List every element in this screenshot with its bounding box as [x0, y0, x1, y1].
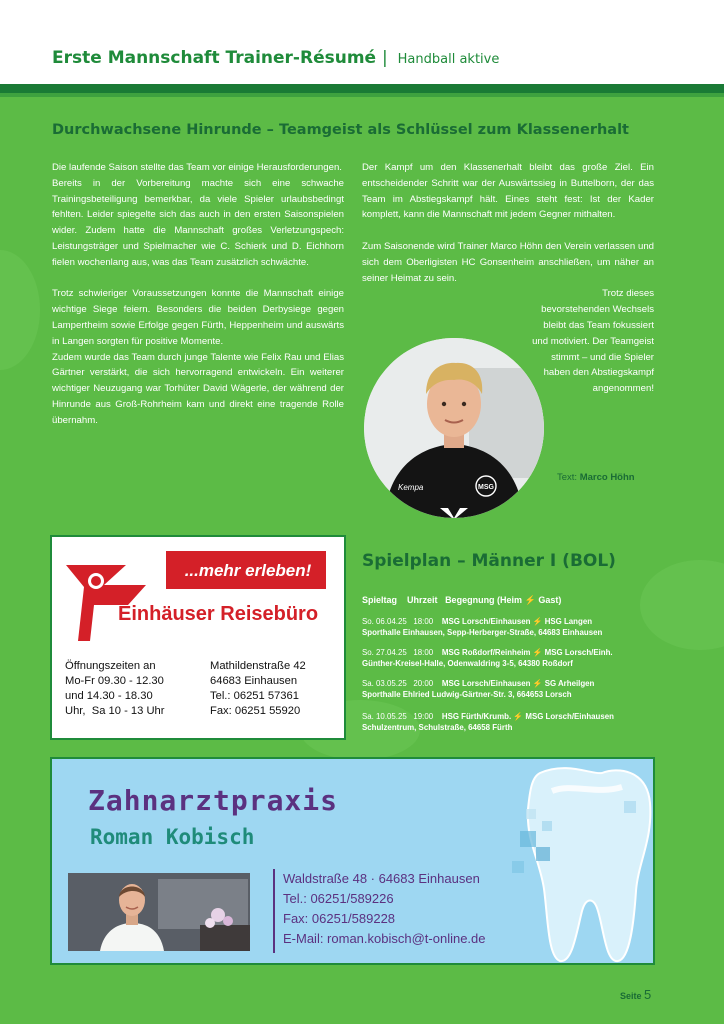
article-paragraph: Bereits in der Vorbereitung machte sich eine schwache Trainingsbeteiligung bemerkbar, da viele Spieler urlaubsbedingt fehlten. Leider spiegelte sich das auch in den ersten Saisonspielen wider. Zudem hatte die Mannschaft großes Verletzungspech: Leistungsträger und Spielmacher wie C. Schierk und D. Eichhorn fielen wochenlang aus, was das Team zusätzlich schwächte. [52, 177, 344, 268]
col-begegnung: Begegnung (Heim [445, 595, 523, 605]
header-separator: | [381, 48, 388, 68]
ad-reisebuero [50, 535, 346, 740]
game-venue: Sporthalle Ehlried Ludwig-Gärtner-Str. 3, 664653 Lorsch [362, 690, 572, 699]
zahnarzt-divider [273, 869, 275, 953]
header-subtitle: Handball aktive [397, 52, 500, 67]
game-away: HSG Langen [544, 617, 593, 626]
spielplan-row [362, 711, 614, 733]
lightning-icon: ⚡ [524, 595, 536, 605]
game-time: 18:00 [413, 617, 434, 626]
game-home: MSG Lorsch/Einhausen [441, 679, 531, 688]
zahnarzt-name: Roman Kobisch [90, 825, 255, 849]
spielplan-row [362, 616, 602, 638]
game-away: MSG Lorsch/Einh. [544, 648, 613, 657]
game-date: Sa. 03.05.25 [362, 679, 407, 688]
game-home: MSG Lorsch/Einhausen [441, 617, 531, 626]
game-date: Sa. 10.05.25 [362, 712, 407, 721]
game-away: SG Arheilgen [544, 679, 595, 688]
game-away: MSG Lorsch/Einhausen [525, 712, 614, 721]
game-venue: Sporthalle Einhausen, Sepp-Herberger-Straße, 64683 Einhausen [362, 628, 603, 637]
spielplan-title: Spielplan – Männer I (BOL) [362, 551, 616, 571]
header-bar [0, 84, 724, 93]
zahnarzt-phone: Tel.: 06251/589226 [283, 891, 394, 906]
tooth-icon [512, 761, 655, 965]
shirt-brand-text: Kempa [398, 483, 424, 492]
page-number [620, 987, 651, 1002]
header-bar-stripe [0, 93, 724, 97]
credit-label: Text: [557, 472, 578, 483]
article-credit [557, 472, 635, 483]
reisebuero-slogan: ...mehr erleben! [184, 561, 312, 580]
game-date: So. 06.04.25 [362, 617, 407, 626]
game-home: HSG Fürth/Krumb. [441, 712, 512, 721]
background-watermark [640, 560, 724, 650]
game-venue: Schulzentrum, Schulstraße, 64658 Fürth [362, 723, 513, 732]
game-time: 18:00 [413, 648, 434, 657]
col-uhrzeit: Uhrzeit [407, 595, 438, 605]
reisebuero-address: Mathildenstraße 42 64683 Einhausen Tel.: 06251 57361 Fax: 06251 55920 [210, 660, 306, 717]
spielplan-header [362, 595, 561, 606]
game-venue: Günther-Kreisel-Halle, Odenwaldring 3-5, 64380 Roßdorf [362, 659, 573, 668]
lightning-icon: ⚡ [513, 712, 524, 721]
article-paragraph: Trotz schwieriger Voraussetzungen konnte die Mannschaft einige wichtige Siege feiern. Besonders die beiden Derbysiege gegen Lampertheim sowie Erfolge gegen Fürth, Heppenheim und auswärts in Langen sorgten für positive Momente. [52, 288, 344, 347]
article-paragraph: Zudem wurde das Team durch junge Talente wie Felix Rau und Elias Gärtner verstärkt, die sich hervorragend entwickeln. Ein weiterer wichtiger Neuzugang war Torhüter David Wägerle, der während der Hinrunde aus Groß-Rohrheim kam und direkt eine tragende Rolle übernahm. [52, 351, 344, 426]
zahnarzt-fax: Fax: 06251/589228 [283, 911, 396, 926]
article-headline: Durchwachsene Hinrunde – Teamgeist als Schlüssel zum Klassenerhalt [52, 122, 629, 138]
article-paragraph: Die laufende Saison stellte das Team vor einige Herausforderungen. [52, 162, 342, 173]
coach-portrait-illustration [364, 338, 544, 518]
game-time: 20:00 [413, 679, 434, 688]
col-gast: Gast) [538, 595, 562, 605]
reisebuero-name: Einhäuser Reisebüro [118, 603, 319, 625]
shirt-badge-text: MSG [478, 484, 494, 491]
zahnarzt-title: Zahnarztpraxis [88, 784, 339, 817]
lightning-icon: ⚡ [532, 648, 543, 657]
article-paragraph: Trotz dieses bevorstehenden Wechsels bleibt das Team fokussiert und motiviert. Der Teamgeist stimmt – und die Spieler haben den Abstiegskampf angenommen! [532, 288, 654, 395]
credit-author: Marco Höhn [579, 472, 635, 483]
zahnarzt-address: Waldstraße 48 · 64683 Einhausen [283, 871, 480, 886]
page-header [0, 0, 724, 84]
zahnarzt-photo [68, 873, 250, 951]
ad-zahnarztpraxis [50, 757, 655, 965]
game-date: So. 27.04.25 [362, 648, 407, 657]
spielplan-row [362, 678, 594, 700]
page-title [52, 48, 499, 68]
game-home: MSG Roßdorf/Reinheim [441, 648, 531, 657]
game-time: 19:00 [413, 712, 434, 721]
page-number-value: 5 [644, 987, 652, 1002]
page-label: Seite [620, 991, 642, 1001]
zahnarzt-email: E-Mail: roman.kobisch@t-online.de [283, 931, 486, 946]
header-title: Erste Mannschaft Trainer-Résumé [52, 48, 377, 68]
lightning-icon: ⚡ [532, 617, 543, 626]
lightning-icon: ⚡ [532, 679, 543, 688]
dentist-photo-illustration [68, 873, 250, 951]
spielplan-row [362, 647, 613, 669]
article-paragraph: Zum Saisonende wird Trainer Marco Höhn den Verein verlassen und sich dem Oberligisten HC Gonsenheim anschließen, um näher an seiner Heimat zu sein. [362, 240, 654, 284]
background-watermark [0, 250, 40, 370]
article-paragraph: Der Kampf um den Klassenerhalt bleibt das große Ziel. Ein entscheidender Schritt war der Auswärtssieg in Buttelborn, der das Team im Abstiegskampf hält. Eines steht fest: Ist der Kader komplett, kann die Mannschaft mit jedem Gegner mithalten. [362, 162, 654, 221]
reisebuero-logo-icon [64, 551, 164, 647]
coach-portrait [364, 338, 544, 518]
article-column-left [52, 160, 344, 429]
reisebuero-hours: Öffnungszeiten an Mo-Fr 09.30 - 12.30 und 14.30 - 18.30 Uhr, Sa 10 - 13 Uhr [65, 660, 165, 717]
col-spieltag: Spieltag [362, 595, 398, 605]
